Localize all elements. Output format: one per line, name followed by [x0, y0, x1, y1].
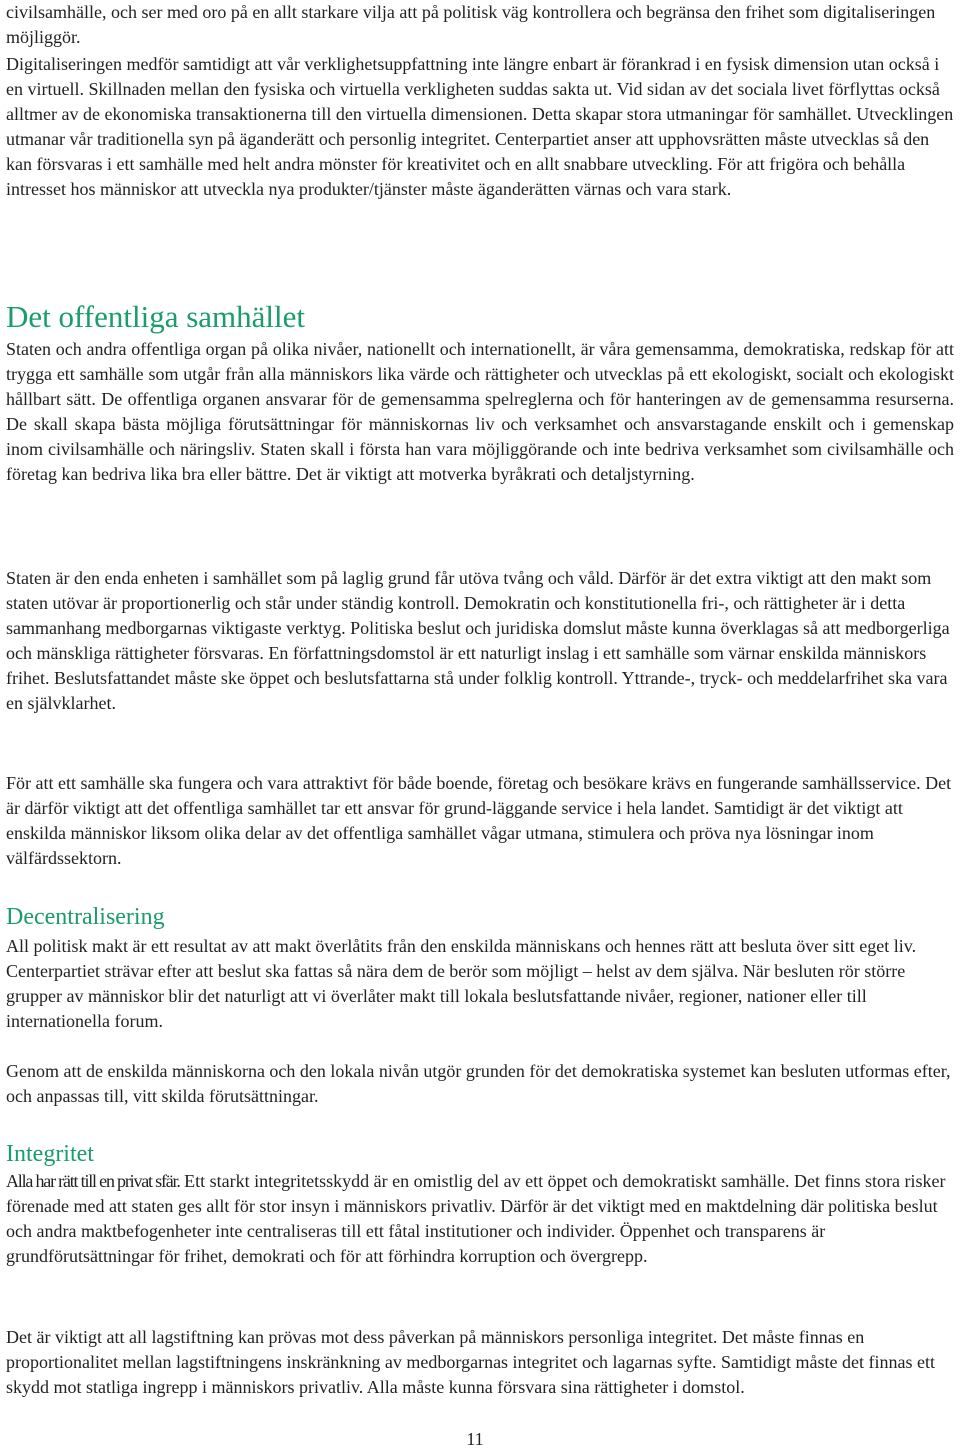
- paragraph-intro-continued: civilsamhälle, och ser med oro på en allt starkare vilja att på politisk väg kontrollera och begränsa den frihet som digitaliseringen möjliggör.: [6, 2, 936, 47]
- page-number: 11: [466, 1429, 484, 1449]
- section-heading-decentralisering: Decentralisering: [6, 904, 165, 930]
- paragraph-decentralisering-2: Genom att de enskilda människorna och den lokala nivån utgör grunden för det demokratiska systemet kan besluten utformas efter, och anpassas till, vitt skilda förutsättningar.: [6, 1061, 951, 1106]
- paragraph-offentliga-2: Staten är den enda enheten i samhället som på laglig grund får utöva tvång och våld. Därför är det extra viktigt att den makt som staten utövar är proportionerlig och står under ständig kontroll. Demokratin och konstitutionella fri-, och rättigheter är i detta sammanhang medborgarnas viktigaste verktyg. Politiska beslut och juridiska domslut måste kunna överklagas så att medborgerliga och mänskliga rättigheter försvaras. En författningsdomstol är ett naturligt inslag i ett samhälle som värnar enskilda människors frihet. Beslutsfattandet måste ske öppet och beslutsfattarna stå under folklig kontroll. Yttrande-, tryck- och meddelarfrihet ska vara en självklarhet.: [6, 568, 950, 713]
- paragraph-decentralisering-1: All politisk makt är ett resultat av att makt överlåtits från den enskilda människans och hennes rätt att besluta över sitt eget liv. Centerpartiet strävar efter att beslut ska fattas så nära dem de berör som möjligt – helst av dem själva. När besluten rör större grupper av människor blir det naturligt att vi överlåter makt till lokala beslutsfattande nivåer, regioner, nationer eller till internationella forum.: [6, 936, 917, 1031]
- integritet-paragraph-rest: Ett starkt integritetsskydd är en omistlig del av ett öppet och demokratiskt samhälle. Det finns stora risker förenade med att staten ges allt för stor insyn i människors privatliv. Därför är det viktigt med en maktdelning där politiska beslut och andra maktbefogenheter inte centraliseras till ett fåtal institutioner och individer. Öppenhet och transparens är grundförutsättningar för frihet, demokrati och för att förhindra korruption och övergrepp.: [6, 1171, 946, 1266]
- paragraph-digitalisering: Digitaliseringen medför samtidigt att vår verklighetsuppfattning inte längre enbart är förankrad i en fysisk dimension utan också i en virtuell. Skillnaden mellan den fysiska och virtuella verkligheten suddas sakta ut. Vid sidan av det sociala livet förflyttas också alltmer av de ekonomiska transaktionerna till den virtuella dimensionen. Detta skapar stora utmaningar för samhället. Utvecklingen utmanar vår traditionella syn på äganderätt och personlig integritet. Centerpartiet anser att upphovsrätten måste utvecklas så den kan försvaras i ett samhälle med helt andra mönster för kreativitet och en allt snabbare utveckling. För att frigöra och behålla intresset hos människor att utveckla nya produkter/tjänster måste äganderätten värnas och vara stark.: [6, 54, 954, 199]
- paragraph-integritet-1: [6, 1169, 954, 1269]
- section-heading-offentliga: Det offentliga samhället: [6, 299, 305, 334]
- integritet-lead-sentence: Alla har rätt till en privat sfär.: [6, 1171, 180, 1191]
- paragraph-offentliga-3: För att ett samhälle ska fungera och vara attraktivt för både boende, företag och besökare krävs en fungerande samhällsservice. Det är därför viktigt att det offentliga samhället tar ett ansvar för grund-läggande service i hela landet. Samtidigt är det viktigt att enskilda människor liksom olika delar av det offentliga samhället vågar utmana, stimulera och pröva nya lösningar inom välfärdssektorn.: [6, 773, 952, 868]
- section-heading-integritet: Integritet: [6, 1141, 94, 1167]
- paragraph-integritet-2: Det är viktigt att all lagstiftning kan prövas mot dess påverkan på människors personliga integritet. Det måste finnas en proportionalitet mellan lagstiftningens inskränkning av medborgarnas integritet och lagarnas syfte. Samtidigt måste det finnas ett skydd mot statliga ingrepp i människors privatliv. Alla måste kunna försvara sina rättigheter i domstol.: [6, 1327, 935, 1397]
- paragraph-offentliga-1: Staten och andra offentliga organ på olika nivåer, nationellt och internationellt, är våra gemensamma, demokratiska, redskap för att trygga ett samhälle som utgår från alla människors lika värde och rättigheter och utvecklas på ett ekologiskt, socialt och ekologiskt hållbart sätt. De offentliga organen ansvarar för de gemensamma spelreglerna och för hanteringen av de gemensamma resurserna. De skall skapa bästa möjliga förutsättningar för människornas liv och verksamhet och ansvarstagande enskilt och i gemenskap inom civilsamhälle och näringsliv. Staten skall i första han vara möjliggörande och inte bedriva verksamhet som civilsamhälle och företag kan bedriva lika bra eller bättre. Det är viktigt att motverka byråkrati och detaljstyrning.: [6, 339, 954, 484]
